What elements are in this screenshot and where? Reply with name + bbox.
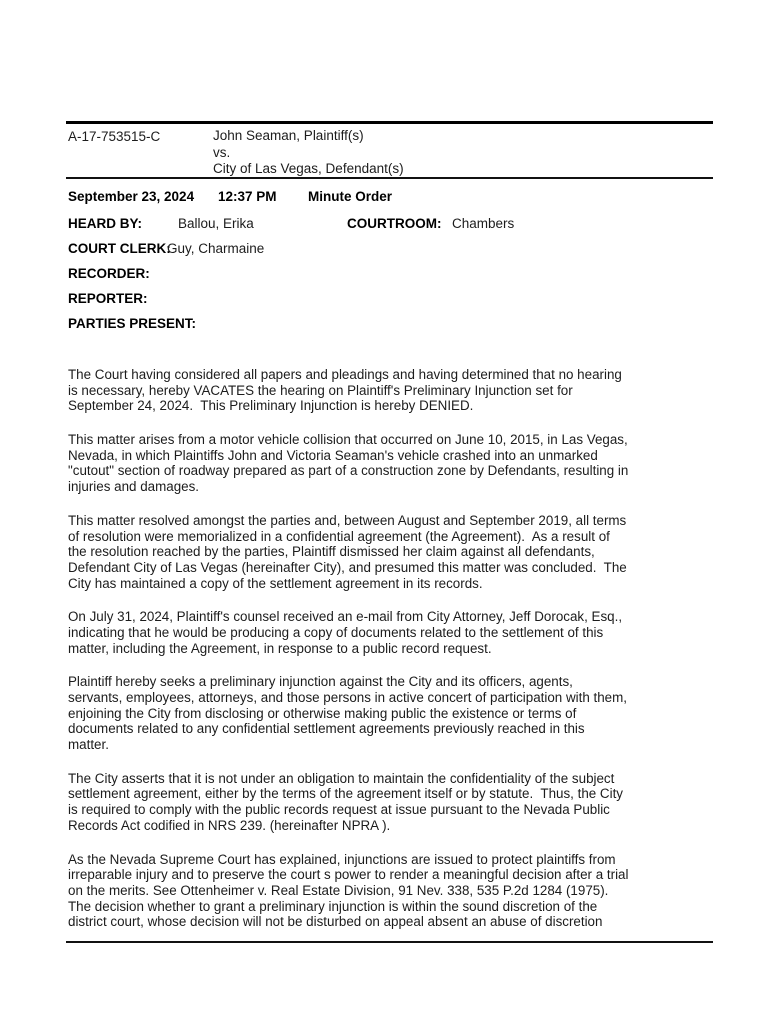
text-line: The Court having considered all papers and pleadings and having determined that no hearing — [68, 367, 622, 382]
entry-type: Minute Order — [308, 189, 393, 204]
text-line: the resolution reached by the parties, Plaintiff dismissed her claim against all defendants, — [68, 544, 595, 560]
text-line: documents related to any confidential settlement agreements previously reached in this — [68, 721, 585, 737]
text-line: is required to comply with the public records request at issue pursuant to the Nevada Public — [68, 802, 610, 818]
reporter-label: REPORTER: — [68, 291, 148, 306]
text-line: Nevada, in which Plaintiffs John and Victoria Seaman's vehicle crashed into an unmarked — [68, 447, 598, 463]
court-clerk-label: COURT CLERK: — [68, 241, 171, 256]
text-line: servants, employees, attorneys, and those persons in active concert of participation with them, — [68, 690, 627, 705]
hearing-time: 12:37 PM — [218, 189, 277, 204]
recorder-label: RECORDER: — [68, 266, 150, 281]
body-paragraph — [68, 674, 628, 752]
text-line: indicating that he would be producing a copy of documents related to the settlement of this — [68, 624, 604, 640]
text-line: The decision whether to grant a preliminary injunction is within the sound discretion of the — [68, 898, 598, 914]
text-line: Records Act codified in NRS 239. (hereinafter NPRA ). — [68, 817, 391, 833]
text-line: This matter resolved amongst the parties and, between August and September 2019, all terms — [68, 512, 627, 528]
party-caption-line: John Seaman, Plaintiff(s) — [213, 128, 364, 143]
text-line: "cutout" section of roadway prepared as part of a construction zone by Defendants, resulting in — [68, 463, 629, 479]
text-line: injuries and damages. — [68, 479, 200, 495]
courtroom-label: COURTROOM: — [347, 216, 442, 231]
body-paragraph — [68, 852, 628, 930]
order-body-text — [68, 367, 628, 948]
text-line: Defendant City of Las Vegas (hereinafter City), and presumed this matter was concluded. The — [68, 559, 627, 575]
text-line: irreparable injury and to preserve the court s power to render a meaningful decision after a trial — [68, 867, 629, 883]
heard-by-label: HEARD BY: — [68, 216, 142, 231]
party-caption-line: City of Las Vegas, Defendant(s) — [213, 161, 404, 177]
body-paragraph — [68, 771, 628, 834]
text-line: This matter arises from a motor vehicle collision that occurred on June 10, 2015, in Las Vegas, — [68, 432, 628, 448]
text-line: City has maintained a copy of the settlement agreement in its records. — [68, 575, 483, 591]
text-line: As the Nevada Supreme Court has explained, injunctions are issued to protect plaintiffs from — [68, 851, 616, 867]
courtroom-value: Chambers — [452, 216, 515, 231]
text-line: On July 31, 2024, Plaintiff's counsel received an e-mail from City Attorney, Jeff Dorocak, Esq., — [68, 609, 623, 625]
court-clerk-value: Guy, Charmaine — [167, 241, 265, 256]
text-line: district court, whose decision will not be disturbed on appeal absent an abuse of discretion — [68, 914, 603, 930]
case-number: A-17-753515-C — [68, 129, 161, 144]
header-divider-rule — [66, 177, 713, 179]
text-line: of resolution were memorialized in a confidential agreement (the Agreement). As a result of — [68, 528, 610, 544]
hearing-date: September 23, 2024 — [68, 189, 195, 204]
top-rule — [66, 121, 713, 124]
text-line: matter. — [68, 737, 109, 753]
text-line: matter, including the Agreement, in response to a public record request. — [68, 640, 492, 656]
text-line: Plaintiff hereby seeks a preliminary injunction against the City and its officers, agents, — [68, 674, 573, 690]
text-line: is necessary, hereby VACATES the hearing on Plaintiff's Preliminary Injunction set for — [68, 382, 573, 398]
text-line: on the merits. See Ottenheimer v. Real Estate Division, 91 Nev. 338, 535 P.2d 1284 (1975). — [68, 882, 609, 898]
footer-rule — [66, 941, 713, 943]
text-line: settlement agreement, either by the terms of the agreement itself or by statute. Thus, the City — [68, 786, 623, 802]
party-caption-line: vs. — [213, 144, 231, 160]
party-caption — [213, 128, 404, 178]
text-line: The City asserts that it is not under an obligation to maintain the confidentiality of the subject — [68, 770, 615, 786]
body-paragraph — [68, 432, 628, 495]
text-line: September 24, 2024. This Preliminary Injunction is hereby DENIED. — [68, 398, 474, 414]
body-paragraph — [68, 609, 628, 656]
heard-by-value: Ballou, Erika — [178, 216, 254, 231]
body-paragraph — [68, 367, 628, 414]
text-line: enjoining the City from disclosing or otherwise making public the existence or terms of — [68, 705, 577, 721]
body-paragraph — [68, 513, 628, 591]
parties-present-label: PARTIES PRESENT: — [68, 316, 197, 331]
